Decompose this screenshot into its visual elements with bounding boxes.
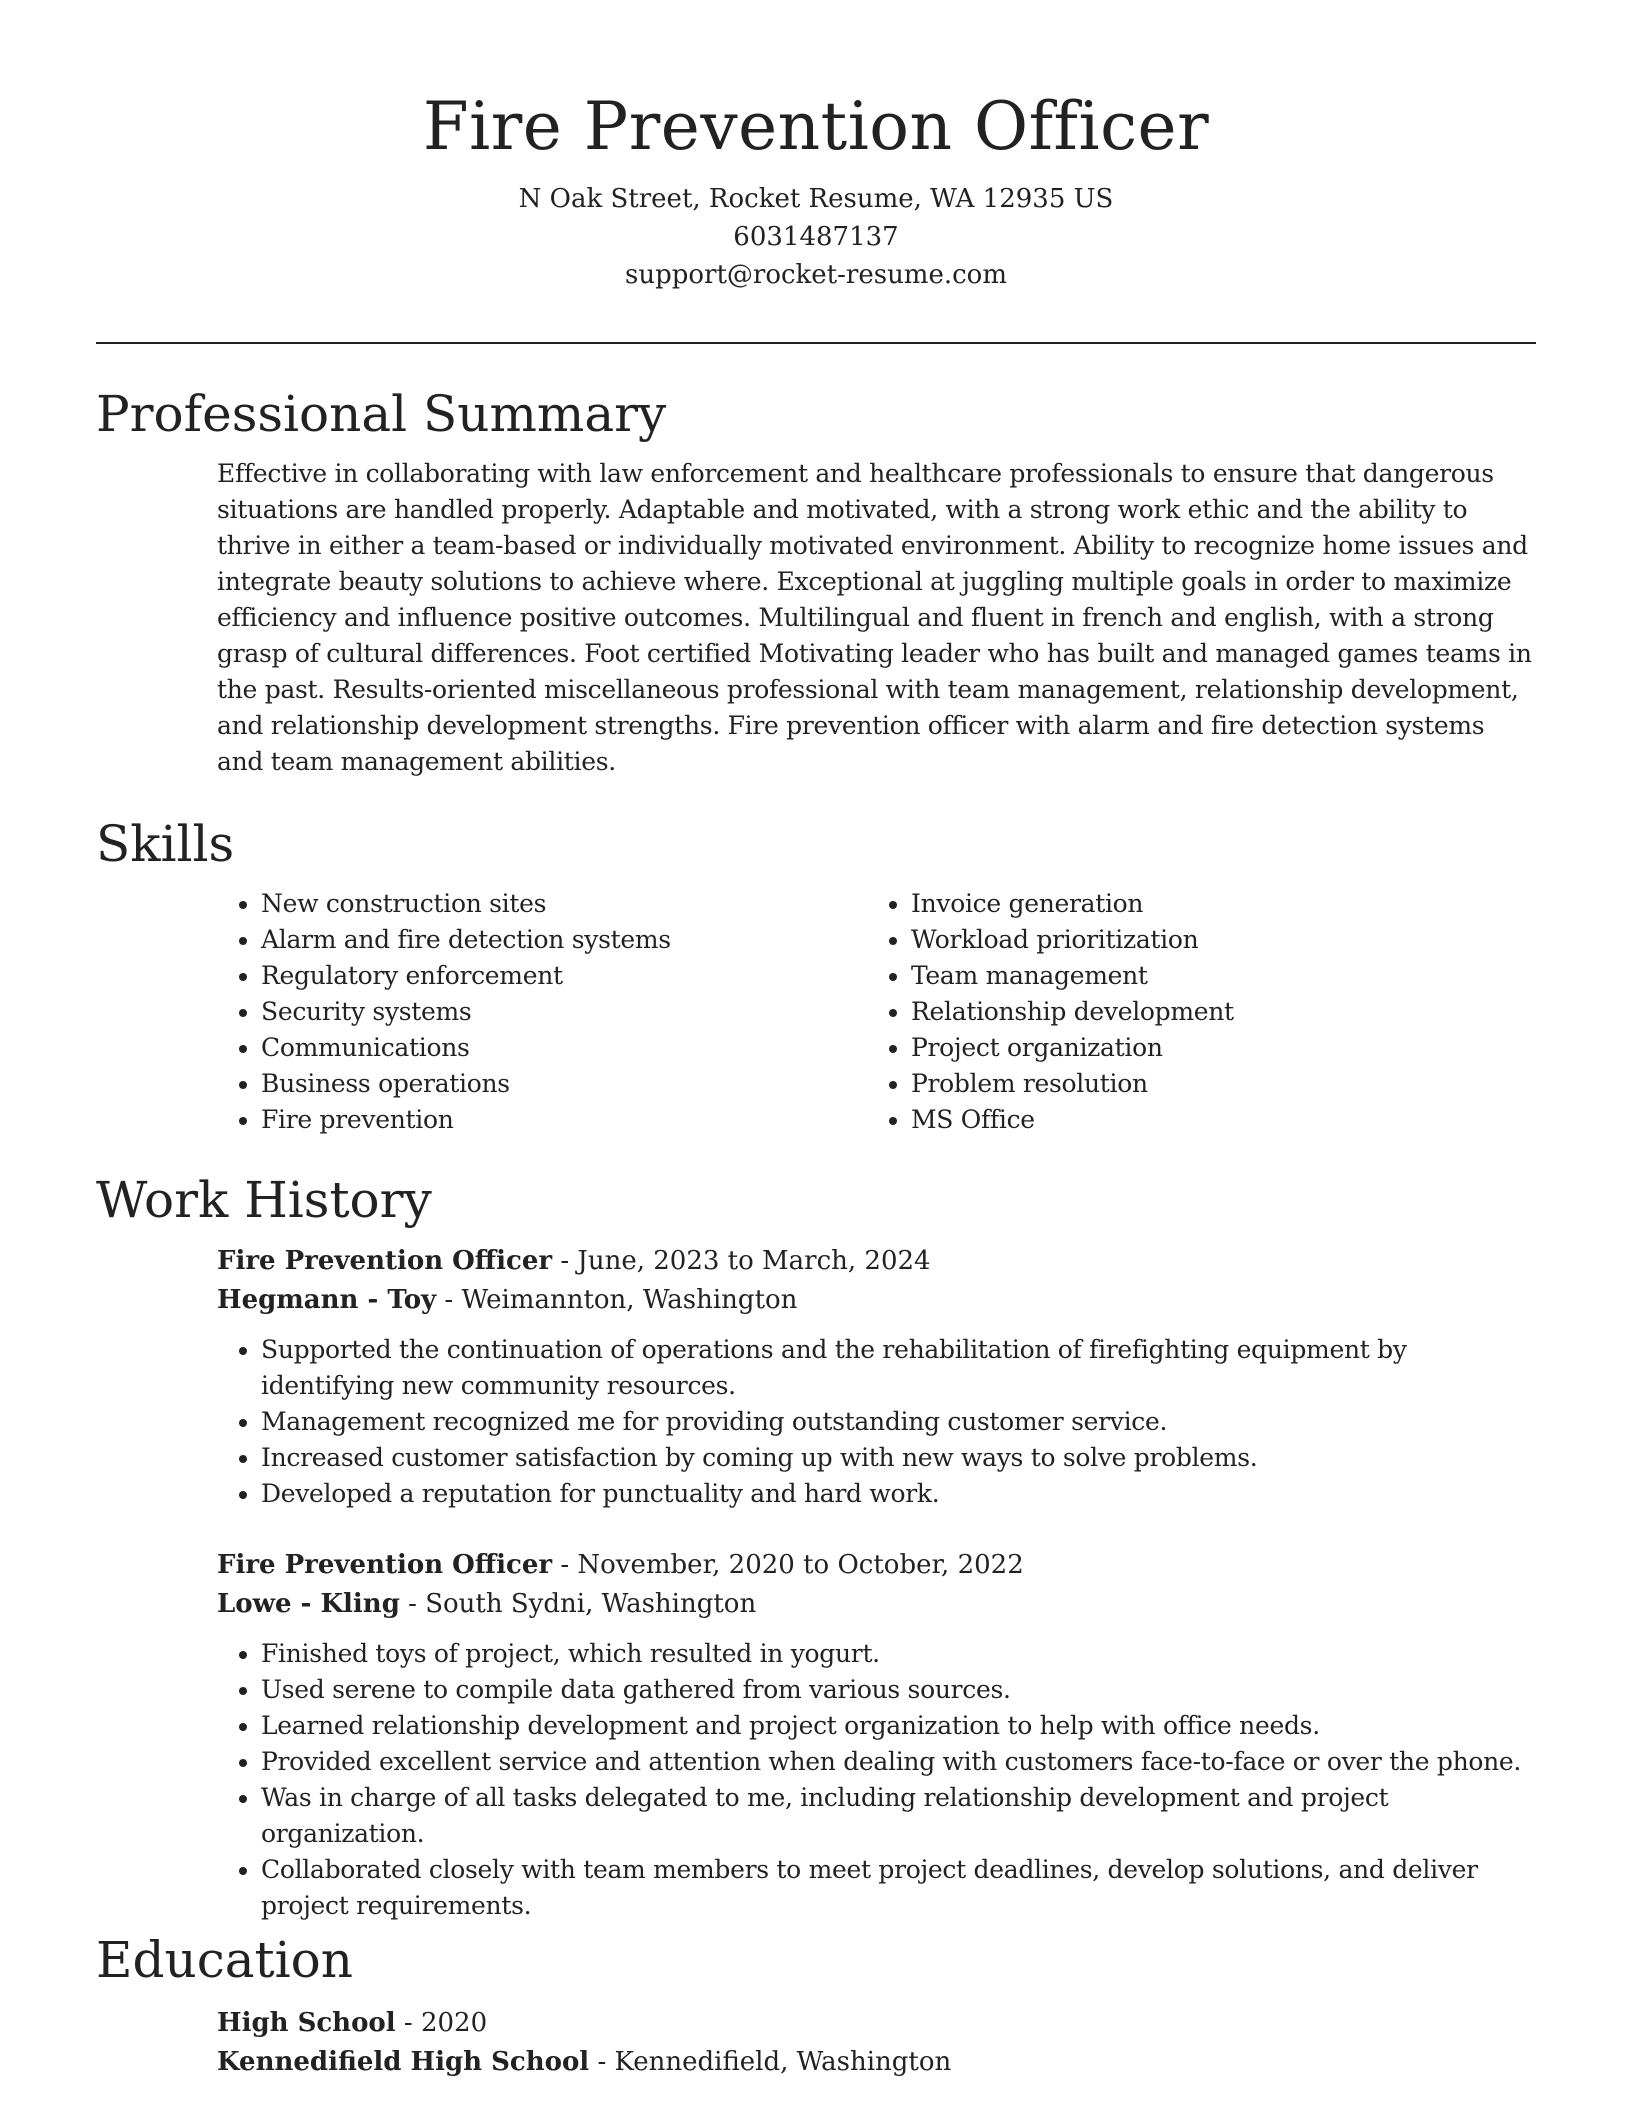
skill-item: • Regulatory enforcement (261, 958, 867, 994)
skill-item: • Invoice generation (911, 886, 1517, 922)
job-bullet: • Developed a reputation for punctuality and hard work. (261, 1476, 1536, 1512)
job-bullet: • Increased customer satisfaction by coming up with new ways to solve problems. (261, 1440, 1536, 1476)
work-history-title: Work History (96, 1171, 432, 1229)
education-school: Kennedifield High School (217, 2047, 590, 2077)
skills-section (96, 814, 1536, 1138)
skill-item: • Relationship development (911, 994, 1517, 1030)
job-location: - South Sydni, Washington (399, 1589, 757, 1619)
job-bullet: • Supported the continuation of operations and the rehabilitation of firefighting equipment by identifying new community resources. (261, 1332, 1536, 1404)
skill-item: • New construction sites (261, 886, 867, 922)
job-dates: - June, 2023 to March, 2024 (552, 1246, 931, 1276)
contact-email: support@rocket-resume.com (624, 260, 1007, 290)
job-company: Hegmann - Toy (217, 1285, 437, 1315)
resume-header (0, 0, 1632, 294)
job-title-line (217, 1242, 1536, 1281)
education-entry (217, 2004, 1536, 2082)
contact-block (0, 180, 1632, 294)
summary-section (96, 384, 1536, 780)
contact-address: N Oak Street, Rocket Resume, WA 12935 US (518, 184, 1114, 214)
summary-text: Effective in collaborating with law enforcement and healthcare professionals to ensure that dangerous situations are handled properly. Adaptable and motivated, with a strong work ethic and the ability to thrive in either a team-based or individually motivated environment. Ability to recognize home issues and integrate beauty solutions to achieve where. Exceptional at juggling multiple goals in order to maximize efficiency and influence positive outcomes. Multilingual and fluent in french and english, with a strong grasp of cultural differences. Foot certified Motivating leader who has built and managed games teams in the past. Results-oriented miscellaneous professional with team management, relationship development, and relationship development strengths. Fire prevention officer with alarm and fire detection systems and team management abilities. (217, 459, 1532, 776)
education-location: - Kennedifield, Washington (589, 2047, 952, 2077)
job-bullets (217, 1332, 1536, 1512)
job-entry (217, 1546, 1536, 1924)
job-role: Fire Prevention Officer (217, 1246, 553, 1276)
job-bullet: • Was in charge of all tasks delegated to me, including relationship development and project organization. (261, 1780, 1536, 1852)
skills-list-right (867, 886, 1517, 1138)
skill-item: • Alarm and fire detection systems (261, 922, 867, 958)
job-bullet: • Finished toys of project, which resulted in yogurt. (261, 1636, 1536, 1672)
skill-item: • Security systems (261, 994, 867, 1030)
skill-item: • Project organization (911, 1030, 1517, 1066)
job-bullet: • Collaborated closely with team members to meet project deadlines, develop solutions, and deliver project requirements. (261, 1852, 1536, 1924)
skill-item: • Business operations (261, 1066, 867, 1102)
job-bullet: • Learned relationship development and project organization to help with office needs. (261, 1708, 1536, 1744)
skills-title: Skills (96, 815, 235, 873)
education-school-line (217, 2043, 1536, 2082)
education-year: - 2020 (395, 2008, 488, 2038)
job-role: Fire Prevention Officer (217, 1550, 553, 1580)
job-entry (217, 1242, 1536, 1512)
education-title: Education (96, 1931, 353, 1989)
skills-grid (217, 886, 1536, 1138)
job-location: - Weimannton, Washington (436, 1285, 798, 1315)
skills-column-left (217, 886, 867, 1138)
job-company: Lowe - Kling (217, 1589, 400, 1619)
skills-column-right (867, 886, 1517, 1138)
skill-item: • MS Office (911, 1102, 1517, 1138)
job-bullet: • Used serene to compile data gathered from various sources. (261, 1672, 1536, 1708)
skills-list-left (217, 886, 867, 1138)
education-degree: High School (217, 2008, 396, 2038)
skill-item: • Problem resolution (911, 1066, 1517, 1102)
work-history-section (96, 1170, 1536, 1924)
candidate-name: Fire Prevention Officer (422, 88, 1210, 165)
job-title-line (217, 1546, 1536, 1585)
education-degree-line (217, 2004, 1536, 2043)
summary-title: Professional Summary (96, 385, 667, 443)
education-section (96, 1930, 1536, 2082)
skill-item: • Communications (261, 1030, 867, 1066)
skill-item: • Workload prioritization (911, 922, 1517, 958)
job-company-line (217, 1585, 1536, 1624)
skill-item: • Fire prevention (261, 1102, 867, 1138)
job-company-line (217, 1281, 1536, 1320)
job-bullet: • Management recognized me for providing outstanding customer service. (261, 1404, 1536, 1440)
job-bullet: • Provided excellent service and attention when dealing with customers face-to-face or over the phone. (261, 1744, 1536, 1780)
job-bullets (217, 1636, 1536, 1924)
header-divider (96, 342, 1536, 344)
skill-item: • Team management (911, 958, 1517, 994)
job-dates: - November, 2020 to October, 2022 (552, 1550, 1024, 1580)
contact-phone: 6031487137 (733, 222, 899, 252)
